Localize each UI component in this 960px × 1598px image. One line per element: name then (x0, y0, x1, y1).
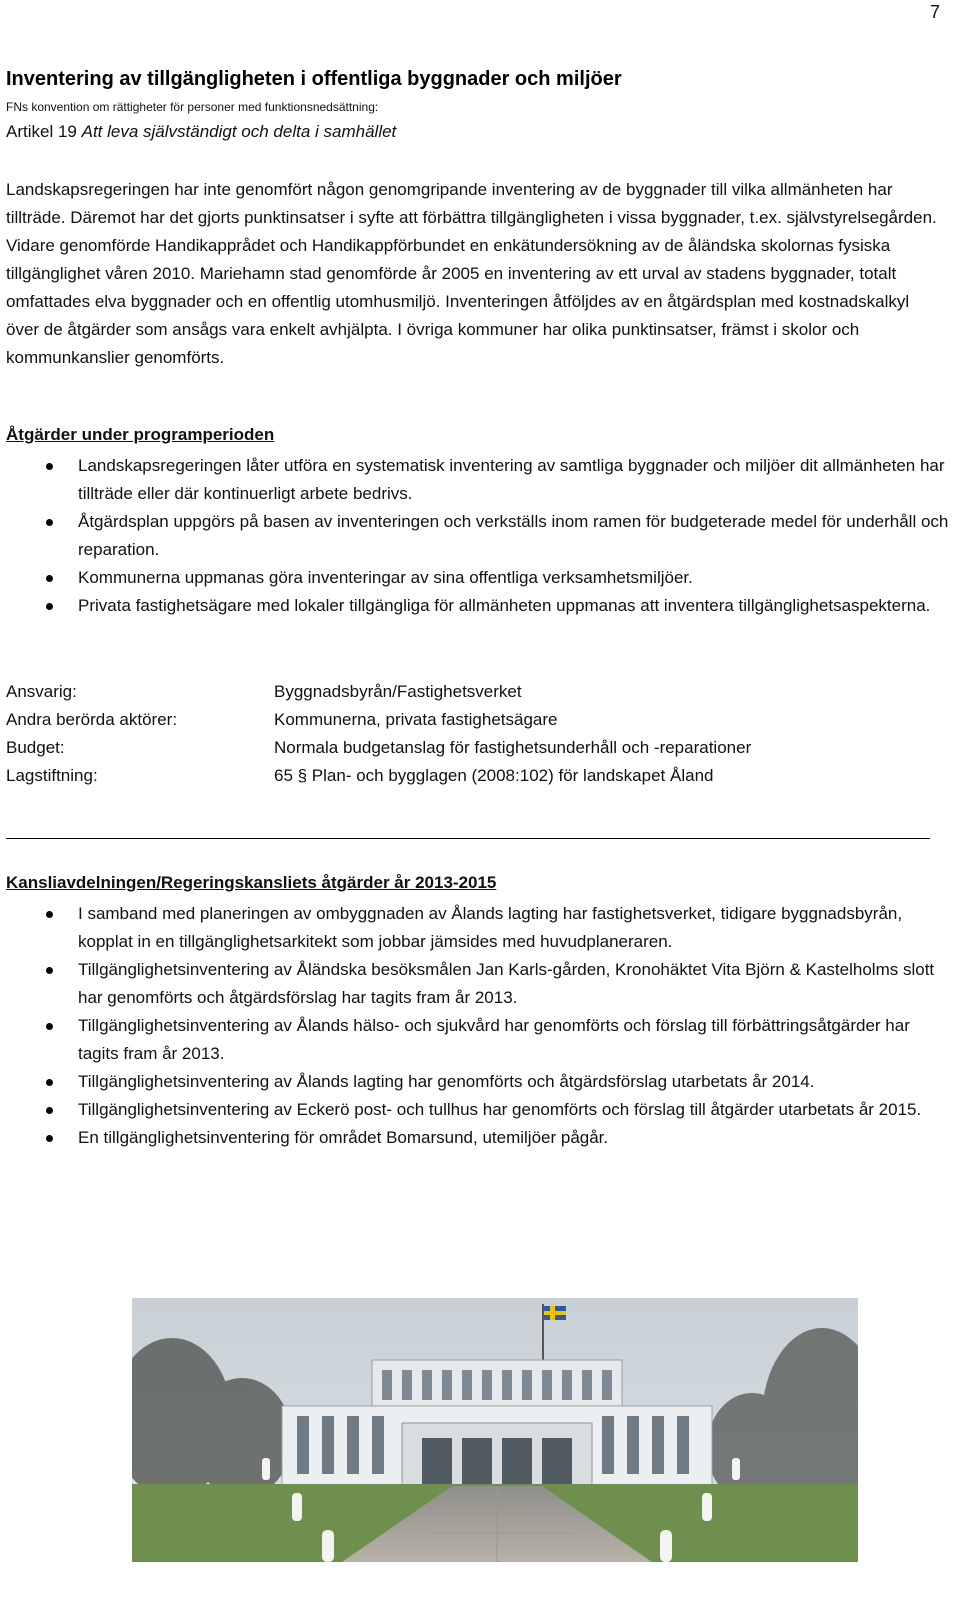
responsibility-info (6, 678, 751, 790)
bullet-icon (46, 463, 53, 470)
measures-list (0, 452, 950, 620)
measures-heading: Åtgärder under programperioden (6, 425, 275, 444)
building-illustration (132, 1298, 858, 1562)
convention-reference: FNs konvention om rättigheter för personer med funktionsnedsättning: (6, 100, 379, 114)
bullet-icon (46, 1023, 53, 1030)
bullet-icon (46, 603, 53, 610)
bullet-icon (46, 575, 53, 582)
horizontal-divider (6, 838, 930, 839)
info-row-budget (6, 734, 751, 762)
bullet-icon (46, 911, 53, 918)
bullet-icon (46, 1079, 53, 1086)
info-row-actors (6, 706, 751, 734)
list-item (0, 452, 950, 508)
list-item-text: Tillgänglighetsinventering av Eckerö post- och tullhus har genomförts och förslag till åtgärder utarbetats år 2015. (78, 1100, 922, 1119)
list-item (0, 564, 950, 592)
info-value: Byggnadsbyrån/Fastighetsverket (274, 682, 522, 701)
list-item-text: Privata fastighetsägare med lokaler tillgängliga för allmänheten uppmanas att inventera tillgänglighetsaspekterna. (78, 596, 931, 615)
info-value: 65 § Plan- och bygglagen (2008:102) för landskapet Åland (274, 766, 714, 785)
article-number: Artikel 19 (6, 122, 77, 141)
list-item-text: Tillgänglighetsinventering av Åländska besöksmålen Jan Karls-gården, Kronohäktet Vita Björn & Kastelholms slott har genomförts och åtgärdsförslag har tagits fram år 2013. (78, 960, 935, 1007)
intro-paragraph: Landskapsregeringen har inte genomfört någon genomgripande inventering av de byggnader till vilka allmänheten har tillträde. Däremot har det gjorts punktinsatser i syfte att förbättra tillgängligheten i vissa byggnader, t.ex. självstyrelsegården. Vidare genomförde Handikapprådet och Handikappförbundet en enkätundersökning av de åländska skolornas fysiska tillgänglighet våren 2010. Mariehamn stad genomförde år 2005 en inventering av ett urval av stadens byggnader, totalt omfattades elva byggnader och en offentlig utomhusmiljö. Inventeringen åtföljdes av en åtgärdsplan med kostnadskalkyl över de åtgärder som ansågs vara enkelt avhjälpta. I övriga kommuner har olika punktinsatser, främst i skolor och kommunkanslier genomförts. (6, 180, 937, 367)
aland-flag (544, 1306, 566, 1320)
bullet-icon (46, 1135, 53, 1142)
list-item (0, 508, 950, 564)
list-item-text: Kommunerna uppmanas göra inventeringar av sina offentliga verksamhetsmiljöer. (78, 568, 693, 587)
info-value: Kommunerna, privata fastighetsägare (274, 710, 558, 729)
list-item (0, 1124, 950, 1152)
info-label: Budget: (6, 738, 65, 757)
info-value: Normala budgetanslag för fastighetsunderhåll och -reparationer (274, 738, 752, 757)
list-item-text: I samband med planeringen av ombyggnaden av Ålands lagting har fastighetsverket, tidigare byggnadsbyrån, kopplat in en tillgänglighetsarkitekt som jobbar jämsides med huvudplaneraren. (78, 904, 903, 951)
info-label: Andra berörda aktörer: (6, 710, 178, 729)
info-label: Lagstiftning: (6, 766, 98, 785)
kansli-heading: Kansliavdelningen/Regeringskansliets åtgärder år 2013-2015 (6, 873, 497, 892)
info-row-responsible (6, 678, 751, 706)
info-label: Ansvarig: (6, 682, 77, 701)
article-title: Att leva självständigt och delta i samhället (81, 122, 397, 141)
info-row-legislation (6, 762, 751, 790)
flag-pole (542, 1304, 544, 1368)
list-item-text: Tillgänglighetsinventering av Ålands hälso- och sjukvård har genomförts och förslag till förbättringsåtgärder har tagits fram år 2013. (78, 1016, 910, 1063)
list-item (0, 1068, 950, 1096)
bullet-icon (46, 519, 53, 526)
list-item-text: Åtgärdsplan uppgörs på basen av inventeringen och verkställs inom ramen för budgeterade medel för underhåll och reparation. (78, 512, 949, 559)
bullet-icon (46, 967, 53, 974)
page-number: 7 (929, 2, 940, 22)
list-item-text: Landskapsregeringen låter utföra en systematisk inventering av samtliga byggnader och miljöer dit allmänheten har tillträde eller där kontinuerligt arbete bedrivs. (78, 456, 945, 503)
list-item (0, 956, 950, 1012)
list-item-text: En tillgänglighetsinventering för området Bomarsund, utemiljöer pågår. (78, 1128, 609, 1147)
list-item (0, 1012, 950, 1068)
list-item (0, 1096, 950, 1124)
article-reference (6, 122, 396, 142)
list-item (0, 592, 950, 620)
list-item-text: Tillgänglighetsinventering av Ålands lagting har genomförts och åtgärdsförslag utarbetats år 2014. (78, 1072, 815, 1091)
bullet-icon (46, 1107, 53, 1114)
page-title: Inventering av tillgängligheten i offentliga byggnader och miljöer (6, 68, 622, 90)
kansli-list (0, 900, 950, 1152)
building-photo (132, 1298, 858, 1562)
list-item (0, 900, 950, 956)
